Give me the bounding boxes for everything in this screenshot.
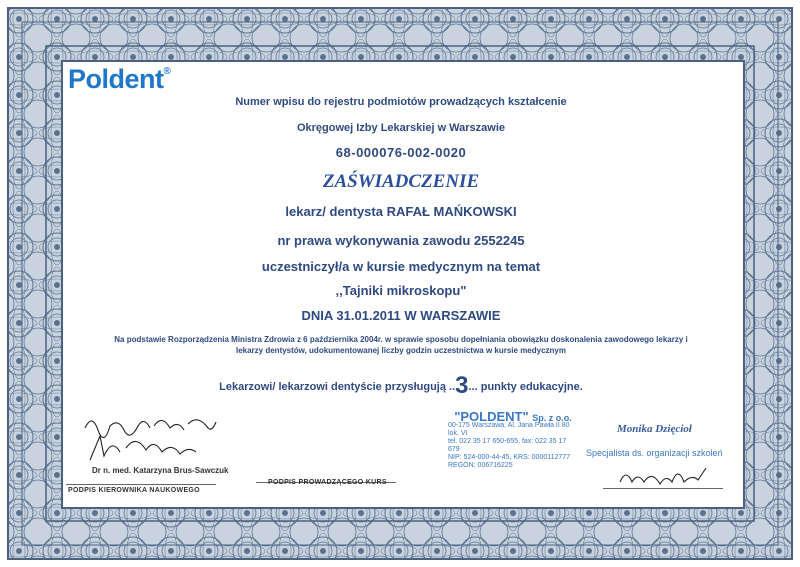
- person-name: lekarz/ dentysta RAFAŁ MAŃKOWSKI: [285, 204, 517, 219]
- registry-line-1: Numer wpisu do rejestru podmiotów prowadzących kształcenie: [235, 96, 567, 108]
- license-number: nr prawa wykonywania zawodu 2552245: [277, 233, 525, 248]
- signature-line-left: [66, 484, 216, 485]
- scientific-director-signature: [80, 408, 220, 463]
- scientific-director-caption: PODPIS KIEROWNIKA NAUKOWEGO: [68, 487, 200, 494]
- legal-line-1: Na podstawie Rozporządzenia Ministra Zdrowia z 6 października 2004r. w sprawie sposobu dopełniania obowiązku doskonalenia zawodowego lekarzy i: [114, 335, 688, 344]
- course-title: ,,Tajniki mikroskopu": [335, 283, 467, 298]
- poldent-logo: Poldent®: [68, 64, 171, 94]
- points-line: [61, 372, 741, 400]
- course-date: DNIA 31.01.2011 W WARSZAWIE: [301, 308, 501, 323]
- organizer-name: Monika Dzięcioł: [617, 423, 692, 435]
- organizer-signature: [612, 460, 712, 490]
- participation-text: uczestniczył/a w kursie medycznym na temat: [261, 259, 541, 274]
- registry-line-2: Okręgowej Izby Lekarskiej w Warszawie: [296, 122, 506, 134]
- points-before: Lekarzowi/ lekarzowi dentyście przysługują ..: [219, 381, 456, 393]
- signature-line-right: [603, 488, 723, 489]
- organizer-title: Specjalista ds. organizacji szkoleń: [586, 448, 723, 458]
- certificate-title: ZAŚWIADCZENIE: [322, 171, 480, 192]
- legal-line-2: lekarzy dentystów, udokumentowanej liczby godzin uczestnictwa w kursie medycznym: [235, 346, 566, 355]
- points-after: ... punkty edukacyjne.: [468, 381, 583, 393]
- scientific-director-name: Dr n. med. Katarzyna Brus-Sawczuk: [92, 466, 229, 475]
- registry-number: 68-000076-002-0020: [335, 145, 467, 160]
- points-value: 3: [455, 372, 469, 399]
- course-leader-caption: PODPIS PROWADZĄCEGO KURS: [268, 479, 387, 486]
- company-stamp: "POLDENT" Sp. z o.o. 00-175 Warszawa, Al. Jana Pawła II 80 lok. VI tel. 022 35 17 650-655, fax: 022 35 17 679 NIP: 524-000-44-45, KRS: 0000112777 REGON: 006716225: [448, 409, 572, 469]
